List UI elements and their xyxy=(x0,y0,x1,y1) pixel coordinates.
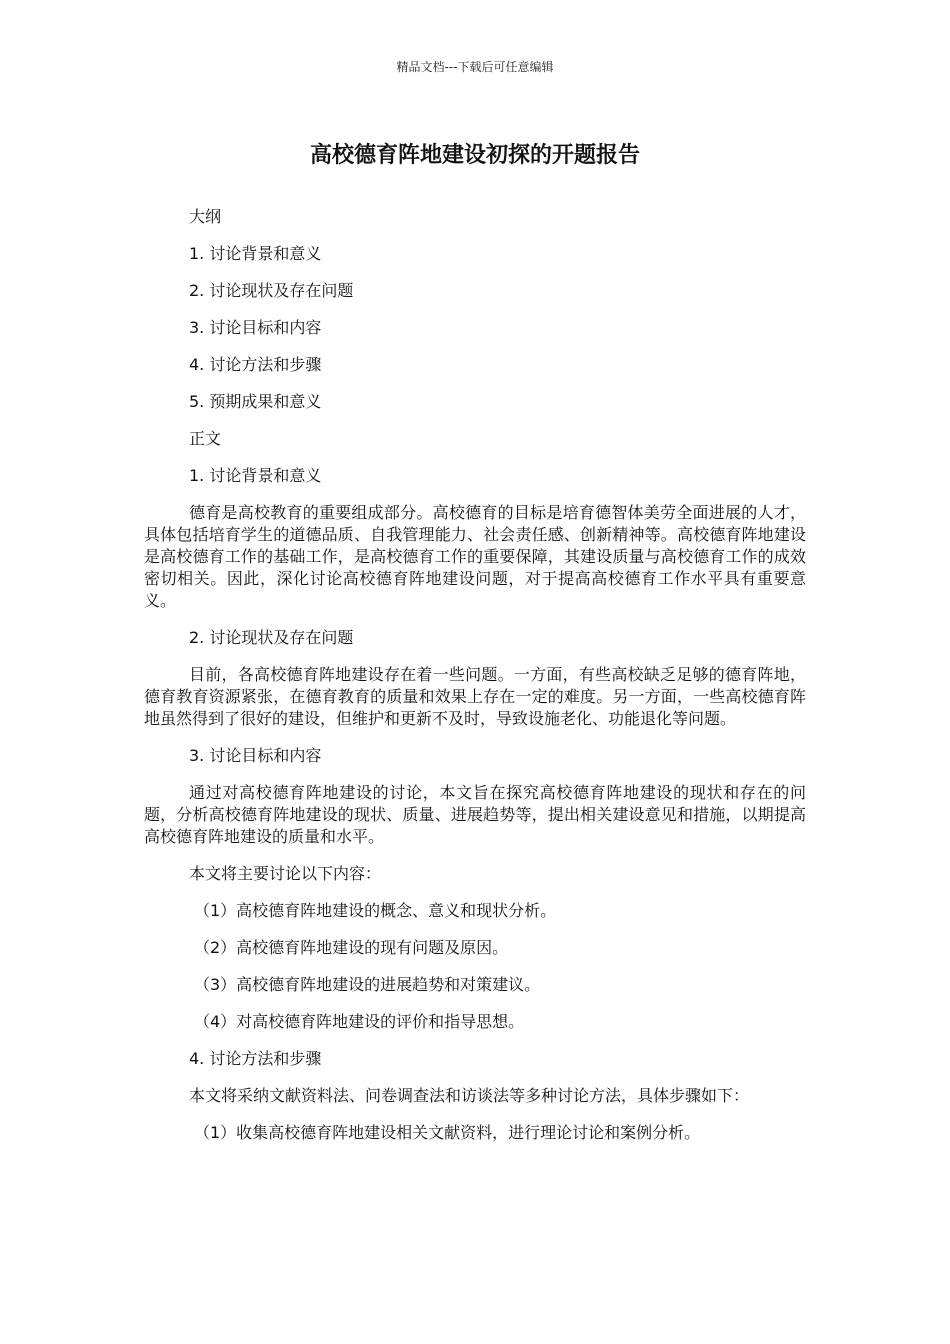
outline-item: 4. 讨论方法和步骤 xyxy=(189,355,322,374)
list-item: （2）高校德育阵地建设的现有问题及原因。 xyxy=(194,938,509,957)
document-title: 高校德育阵地建设初探的开题报告 xyxy=(309,143,640,168)
outline-item: 2. 讨论现状及存在问题 xyxy=(189,281,354,300)
section-paragraph: 通过对高校德育阵地建设的讨论，本文旨在探究高校德育阵地建设的现状和存在的问题，分析高校德育阵地建设的现状、质量、进展趋势等，提出相关建设意见和措施，以期提高高校德育阵地建设的质量和水平。 xyxy=(144,783,806,846)
list-item: （3）高校德育阵地建设的进展趋势和对策建议。 xyxy=(194,975,541,994)
section-heading: 4. 讨论方法和步骤 xyxy=(189,1049,322,1068)
section-intro: 本文将主要讨论以下内容： xyxy=(189,864,382,883)
outline-item: 3. 讨论目标和内容 xyxy=(189,318,322,337)
document-body xyxy=(144,206,806,1159)
main-heading: 正文 xyxy=(189,429,222,448)
list-item: （4）对高校德育阵地建设的评价和指导思想。 xyxy=(194,1012,525,1031)
section-heading: 1. 讨论背景和意义 xyxy=(189,466,322,485)
section-heading: 3. 讨论目标和内容 xyxy=(189,746,322,765)
header-note: 精品文档---下载后可任意编辑 xyxy=(396,60,554,74)
section-heading: 2. 讨论现状及存在问题 xyxy=(189,628,354,647)
list-item: （1）高校德育阵地建设的概念、意义和现状分析。 xyxy=(194,901,557,920)
outline-heading: 大纲 xyxy=(189,207,222,226)
outline-item: 1. 讨论背景和意义 xyxy=(189,244,322,263)
list-item: （1）收集高校德育阵地建设相关文献资料，进行理论讨论和案例分析。 xyxy=(194,1123,701,1142)
section-intro: 本文将采纳文献资料法、问卷调查法和访谈法等多种讨论方法，具体步骤如下： xyxy=(189,1086,750,1105)
section-paragraph: 目前，各高校德育阵地建设存在着一些问题。一方面，有些高校缺乏足够的德育阵地，德育教育资源紧张，在德育教育的质量和效果上存在一定的难度。另一方面，一些高校德育阵地虽然得到了很好的建设，但维护和更新不及时，导致设施老化、功能退化等问题。 xyxy=(144,665,806,728)
outline-item: 5. 预期成果和意义 xyxy=(189,392,322,411)
section-paragraph: 德育是高校教育的重要组成部分。高校德育的目标是培育德智体美劳全面进展的人才，具体包括培育学生的道德品质、自我管理能力、社会责任感、创新精神等。高校德育阵地建设是高校德育工作的基础工作，是高校德育工作的重要保障，其建设质量与高校德育工作的成效密切相关。因此，深化讨论高校德育阵地建设问题，对于提高高校德育工作水平具有重要意义。 xyxy=(144,503,806,610)
